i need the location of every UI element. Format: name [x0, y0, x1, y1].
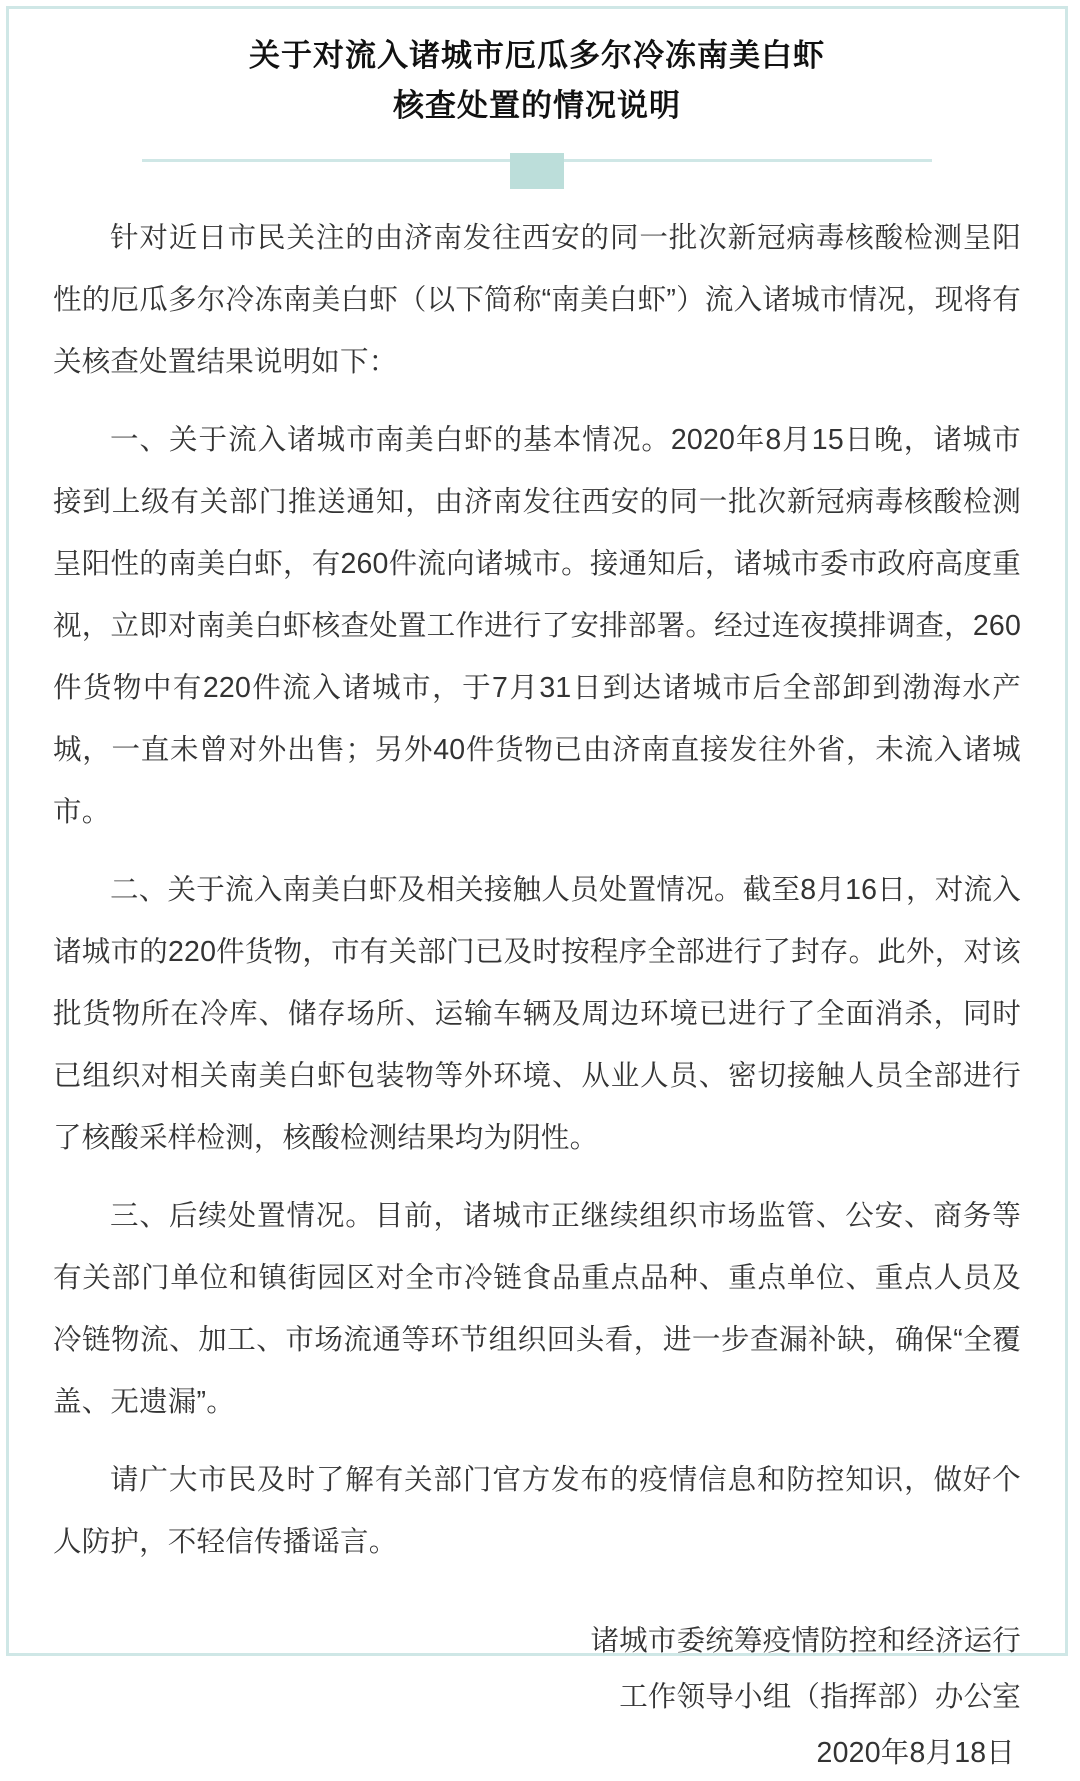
title-line-2: 核查处置的情况说明: [393, 88, 681, 123]
document-body: [53, 189, 1021, 1573]
divider-accent-block: [510, 153, 564, 189]
signature-block: [53, 1613, 1021, 1781]
document-frame: [6, 6, 1068, 1769]
paragraph-closing: 请广大市民及时了解有关部门官方发布的疫情信息和防控知识，做好个人防护，不轻信传播谣言。: [53, 1464, 1021, 1558]
title-divider: [142, 153, 932, 189]
signature-organization-line-1: 诸城市委统筹疫情防控和经济运行: [590, 1625, 1021, 1657]
paragraph-section-three: 三、后续处置情况。目前，诸城市正继续组织市场监管、公安、商务等有关部门单位和镇街园区对全市冷链食品重点品种、重点单位、重点人员及冷链物流、加工、市场流通等环节组织回头看，进一步查漏补缺，确保“全覆盖、无遗漏”。: [53, 1200, 1021, 1418]
paragraph-section-one: 一、关于流入诸城市南美白虾的基本情况。2020年8月15日晚，诸城市接到上级有关部门推送通知，由济南发往西安的同一批次新冠病毒核酸检测呈阳性的南美白虾，有260件流向诸城市。接通知后，诸城市委市政府高度重视，立即对南美白虾核查处置工作进行了安排部署。经过连夜摸排调查，260件货物中有220件流入诸城市，于7月31日到达诸城市后全部卸到渤海水产城，一直未曾对外出售；另外40件货物已由济南直接发往外省，未流入诸城市。: [53, 424, 1021, 828]
paragraph-section-two: 二、关于流入南美白虾及相关接触人员处置情况。截至8月16日，对流入诸城市的220件货物，市有关部门已及时按程序全部进行了封存。此外，对该批货物所在冷库、储存场所、运输车辆及周边环境已进行了全面消杀，同时已组织对相关南美白虾包装物等外环境、从业人员、密切接触人员全部进行了核酸采样检测，核酸检测结果均为阴性。: [53, 874, 1021, 1154]
paragraph-intro: 针对近日市民关注的由济南发往西安的同一批次新冠病毒核酸检测呈阳性的厄瓜多尔冷冻南美白虾（以下简称“南美白虾”）流入诸城市情况，现将有关核查处置结果说明如下：: [53, 222, 1021, 378]
document-title: [9, 9, 1065, 131]
document-page: [9, 9, 1065, 1769]
signature-organization-line-2: 工作领导小组（指挥部）办公室: [619, 1681, 1021, 1713]
signature-date: 2020年8月18日: [816, 1737, 1015, 1769]
title-line-1: 关于对流入诸城市厄瓜多尔冷冻南美白虾: [249, 38, 825, 73]
